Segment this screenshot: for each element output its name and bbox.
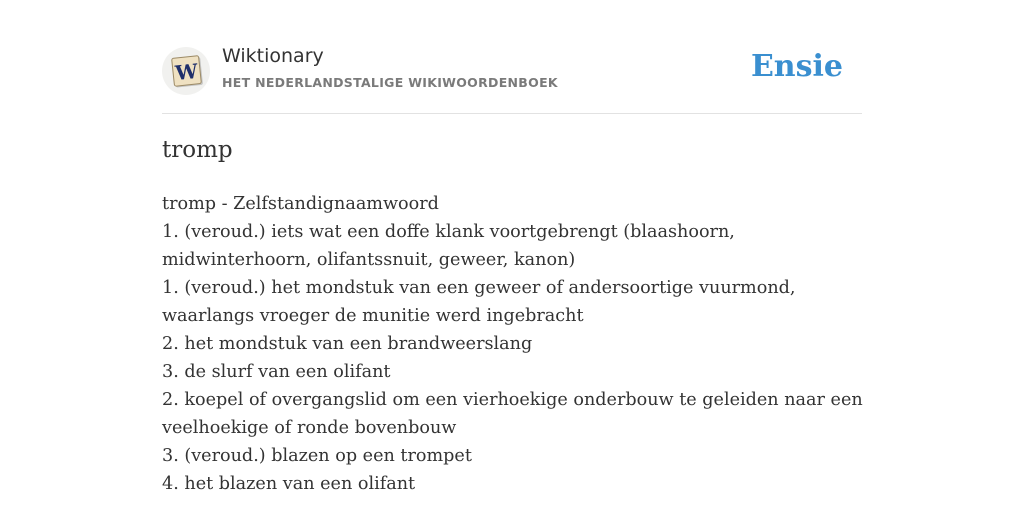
- source-tagline: HET NEDERLANDSTALIGE WIKIWOORDENBOEK: [222, 75, 558, 90]
- definition-line: 3. (veroud.) blazen op een trompet: [162, 446, 472, 466]
- headword: tromp: [162, 137, 233, 163]
- definition-line: 1. (veroud.) iets wat een doffe klank voortgebrengt (blaashoorn, midwinterhoorn, olifantssnuit, geweer, kanon): [162, 222, 735, 270]
- header-divider: [162, 113, 862, 114]
- wiktionary-logo-graphic: [162, 47, 210, 95]
- definition-line: 1. (veroud.) het mondstuk van een geweer of andersoortige vuurmond, waarlangs vroeger de munitie werd ingebracht: [162, 278, 796, 326]
- definition-line: 4. het blazen van een olifant: [162, 474, 416, 494]
- definition-line: 2. koepel of overgangslid om een vierhoekige onderbouw te geleiden naar een veelhoekige of ronde bovenbouw: [162, 390, 863, 438]
- definition-line: tromp - Zelfstandignaamwoord: [162, 194, 439, 214]
- wiktionary-logo-icon[interactable]: [162, 47, 210, 95]
- logo-letter: W: [174, 58, 200, 86]
- definition-line: 2. het mondstuk van een brandweerslang: [162, 334, 533, 354]
- definition-list: [162, 190, 867, 498]
- definition-line: 3. de slurf van een olifant: [162, 362, 391, 382]
- source-name[interactable]: Wiktionary: [222, 45, 324, 67]
- site-header: [162, 45, 862, 97]
- ensie-logo[interactable]: Ensie: [750, 49, 843, 84]
